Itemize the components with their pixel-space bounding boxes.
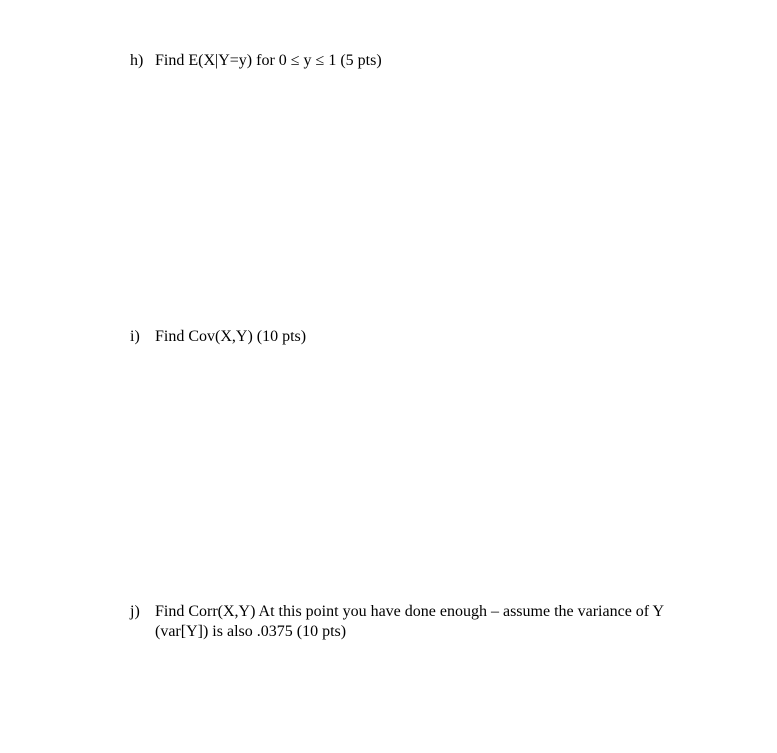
question-text: Find Corr(X,Y) At this point you have done enough – assume the variance of Y (var[Y]) is also .0375 (10 pts) — [155, 603, 664, 640]
question-label: h) — [130, 52, 144, 69]
question-label: j) — [130, 603, 140, 620]
question-j — [130, 602, 690, 642]
question-label: i) — [130, 328, 140, 345]
question-h — [130, 51, 690, 71]
question-text: Find Cov(X,Y) (10 pts) — [155, 328, 307, 345]
question-text: Find E(X|Y=y) for 0 ≤ y ≤ 1 (5 pts) — [155, 52, 382, 69]
question-i — [130, 327, 690, 347]
